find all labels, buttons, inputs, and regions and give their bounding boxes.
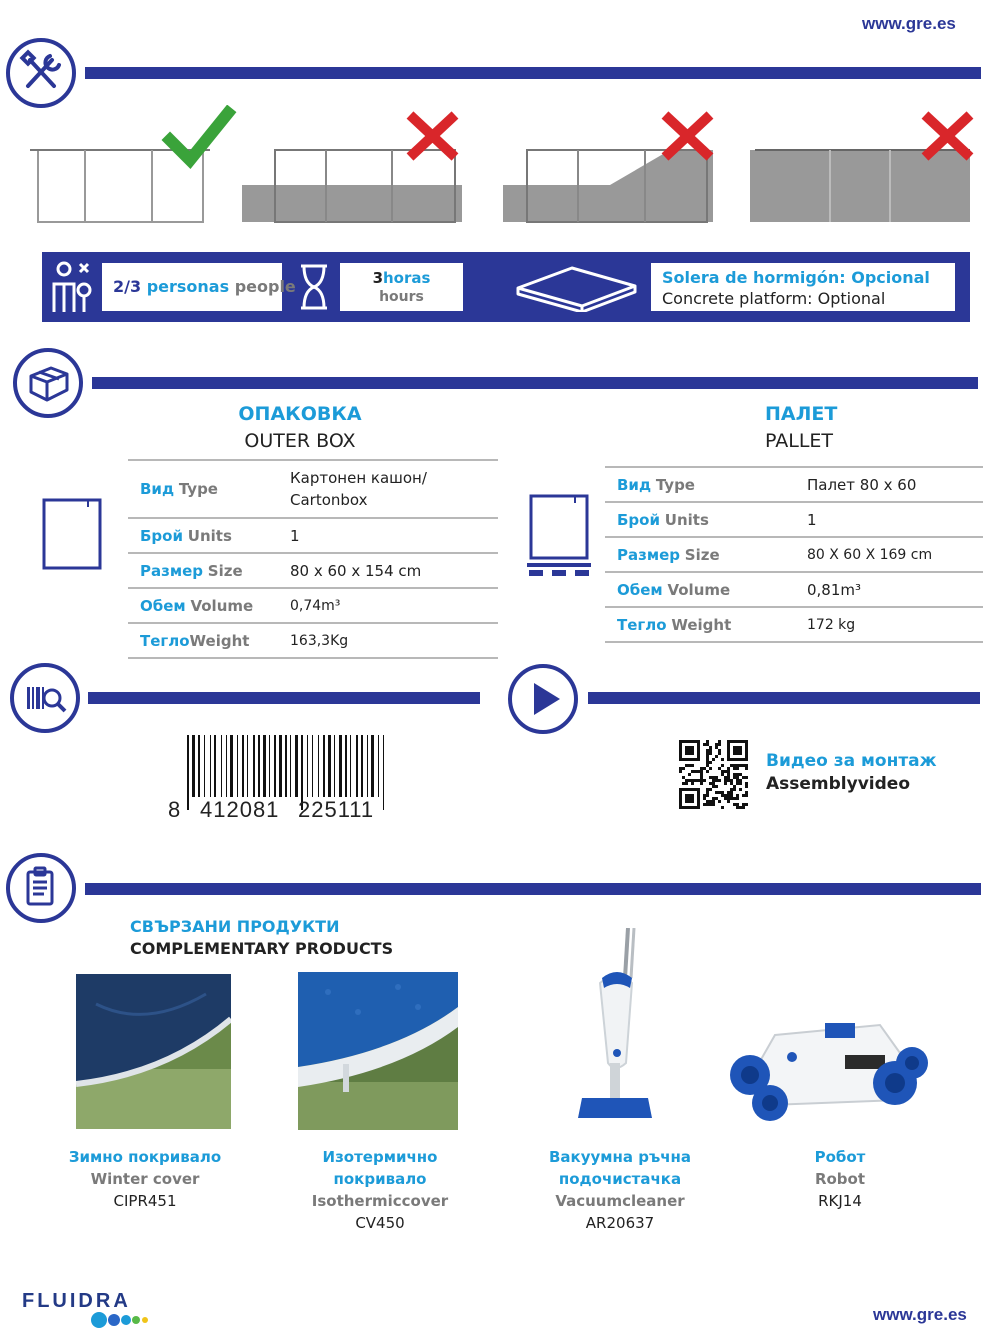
row-label-bg: Размер	[617, 545, 681, 564]
fluidra-logo-dots	[90, 1311, 150, 1329]
table-row	[605, 537, 983, 572]
terrain-sunken-diagram	[242, 150, 462, 222]
row-label-en: Type	[655, 475, 695, 494]
row-label-bg: Тегло	[140, 631, 190, 650]
product-card-vacuum-cleaner[interactable]	[540, 1146, 700, 1234]
product-card-robot[interactable]	[760, 1146, 920, 1212]
table-row	[128, 460, 498, 518]
row-label-bg: Размер	[140, 561, 204, 580]
people-box	[102, 263, 296, 311]
concrete-slab-icon	[514, 264, 639, 312]
table-row	[128, 553, 498, 588]
row-label-en: Units	[187, 526, 232, 545]
barcode-digits-left: 412081	[200, 797, 280, 822]
row-label-en: Size	[684, 545, 720, 564]
row-label-bg: Брой	[140, 526, 183, 545]
box-outline-icon	[42, 498, 102, 570]
row-label-en: Volume	[190, 596, 254, 615]
terrain-buried-diagram	[750, 150, 970, 222]
workers-icon	[50, 260, 94, 314]
people-label-en: people	[234, 277, 296, 296]
table-row	[605, 572, 983, 607]
video-label-en[interactable]: Assemblyvideo	[766, 774, 911, 794]
platform-box	[651, 263, 955, 311]
section-divider	[85, 67, 981, 79]
pallet-title-en: PALLET	[765, 430, 834, 452]
isothermic-cover-image[interactable]	[298, 972, 458, 1130]
row-label-bg: Брой	[617, 510, 660, 529]
table-row	[128, 623, 498, 658]
row-value: Палет 80 x 60	[807, 467, 983, 502]
hourglass-icon	[298, 263, 330, 311]
clipboard-icon	[6, 853, 76, 923]
row-value: 0,74m³	[290, 588, 498, 623]
row-label-en: Size	[207, 561, 243, 580]
video-label-bg[interactable]: Видео за монтаж	[766, 751, 937, 771]
pallet-outline-icon	[525, 494, 593, 578]
section-divider	[85, 883, 981, 895]
product-name-en: Robot	[814, 1170, 866, 1188]
platform-label-en: Concrete platform: Optional	[662, 289, 886, 308]
header-site-link[interactable]: www.gre.es	[862, 14, 956, 33]
hours-label-es: horas	[383, 269, 431, 287]
product-card-isothermic-cover[interactable]	[300, 1146, 460, 1234]
product-name-en: Vacuumcleaner	[555, 1192, 685, 1210]
table-row	[128, 588, 498, 623]
product-name-bg: Изотермично покривало	[322, 1148, 438, 1188]
product-name-bg: Зимно покривало	[68, 1148, 222, 1166]
product-code: CV450	[355, 1214, 405, 1232]
row-label-bg: Обем	[617, 580, 663, 599]
row-value: Картонен кашон/ Cartonbox	[290, 460, 498, 518]
people-count: 2/3	[113, 277, 142, 296]
row-label-bg: Вид	[617, 475, 652, 494]
table-row	[605, 502, 983, 537]
hours-count: 3	[372, 269, 383, 287]
platform-label-es: Solera de hormigón: Opcional	[662, 268, 930, 287]
product-code: AR20637	[585, 1214, 655, 1232]
winter-cover-image[interactable]	[76, 974, 231, 1129]
product-card-winter-cover[interactable]	[50, 1146, 240, 1212]
section-divider	[588, 692, 980, 704]
table-row	[128, 518, 498, 553]
row-value: 0,81m³	[807, 572, 983, 607]
barcode-digits-right: 225111	[298, 797, 375, 822]
fluidra-logo: FLUIDRA	[22, 1290, 131, 1312]
assembly-info-strip	[42, 252, 970, 322]
complementary-title-en: COMPLEMENTARY PRODUCTS	[130, 939, 394, 958]
table-row	[605, 467, 983, 502]
footer-site-link[interactable]: www.gre.es	[873, 1305, 967, 1324]
pallet-title-bg: ПАЛЕТ	[765, 403, 838, 425]
product-name-en: Winter cover	[90, 1170, 200, 1188]
row-value: 163,3Kg	[290, 623, 498, 658]
row-label-en: Type	[178, 480, 218, 498]
barcode-search-icon	[10, 663, 80, 733]
outer-box-title-bg: ОПАКОВКА	[238, 403, 362, 425]
complementary-title-bg: СВЪРЗАНИ ПРОДУКТИ	[130, 917, 340, 936]
row-label-en: Volume	[667, 580, 731, 599]
pallet-table	[605, 466, 983, 643]
check-icon	[170, 113, 228, 160]
row-value: 80 X 60 X 169 cm	[807, 537, 983, 572]
robot-cleaner-image[interactable]	[730, 1005, 930, 1125]
row-label-en: Weight	[671, 615, 732, 634]
row-label-bg: Обем	[140, 596, 186, 615]
row-value: 1	[807, 502, 983, 537]
section-divider	[88, 692, 480, 704]
row-label-en: Weight	[189, 631, 250, 650]
product-name-en: Isothermiccover	[311, 1192, 449, 1210]
outer-box-title-en: OUTER BOX	[244, 430, 356, 452]
row-value: 172 kg	[807, 607, 983, 642]
hours-label-en: hours	[379, 289, 424, 305]
product-name-bg: Робот	[814, 1148, 866, 1166]
terrain-diagrams	[30, 105, 980, 230]
play-icon[interactable]	[508, 664, 578, 734]
people-label-es: personas	[146, 277, 230, 296]
outer-box-table	[128, 459, 498, 659]
row-value: 80 x 60 x 154 cm	[290, 553, 498, 588]
row-label-bg: Тегло	[617, 615, 667, 634]
section-divider	[92, 377, 978, 389]
tools-icon	[6, 38, 76, 108]
row-label-en: Units	[664, 510, 709, 529]
product-name-bg: Вакуумна ръчна подочистачка	[548, 1148, 692, 1188]
row-label-bg: Вид	[140, 480, 175, 498]
terrain-slope-diagram	[503, 150, 713, 222]
product-code: RKJ14	[818, 1192, 862, 1210]
package-icon	[13, 348, 83, 418]
table-row	[605, 607, 983, 642]
row-value: 1	[290, 518, 498, 553]
product-code: CIPR451	[113, 1192, 177, 1210]
vacuum-cleaner-image[interactable]	[570, 928, 665, 1123]
hours-box	[340, 263, 463, 311]
barcode-digit-lead: 8	[168, 797, 181, 822]
qr-code[interactable]	[679, 740, 751, 810]
